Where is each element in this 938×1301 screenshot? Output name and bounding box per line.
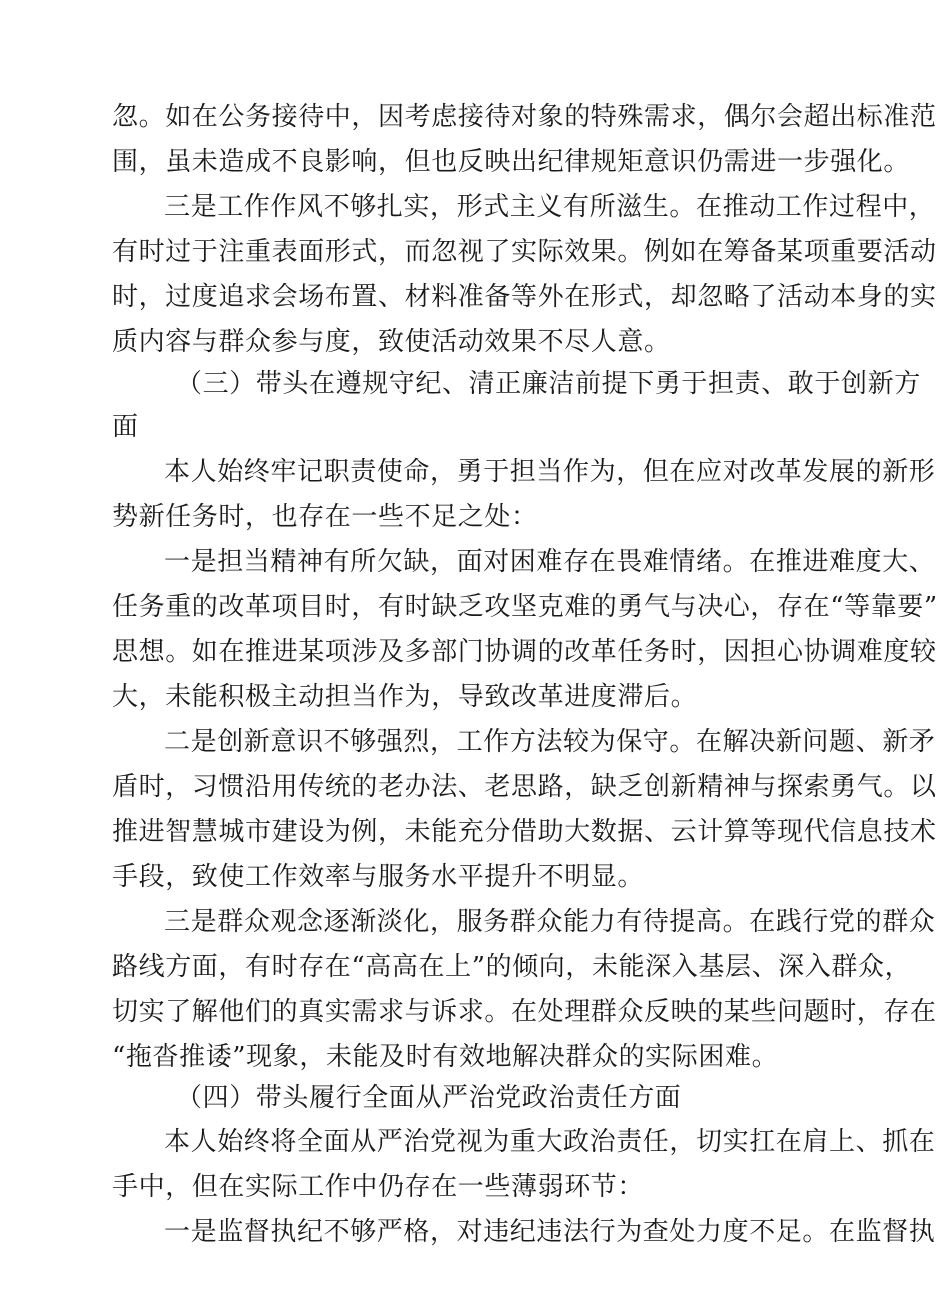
point-3-line-3: 时，过度追求会场布置、材料准备等外在形式，却忽略了活动本身的实 [112,282,937,312]
body-line-1: 忽。如在公务接待中，因考虑接待对象的特殊需求，偶尔会超出标准范 [112,102,937,132]
point-3-line-2: 有时过于注重表面形式，而忽视了实际效果。例如在筹备某项重要活动 [112,237,937,267]
section-3-point-1-line-4: 大，未能积极主动担当作为，导致改革进度滞后。 [112,682,698,712]
section-4-point-1-line-1: 一是监督执纪不够严格，对违纪违法行为查处力度不足。在监督执 [164,1217,936,1247]
section-3-point-3-line-2: 路线方面，有时存在“高高在上”的倾向，未能深入基层、深入群众， [112,952,912,982]
body-line-2: 围，虽未造成不良影响，但也反映出纪律规矩意识仍需进一步强化。 [112,147,911,177]
section-3-point-1-line-2: 任务重的改革项目时，有时缺乏攻坚克难的勇气与决心，存在“等靠要” [112,592,938,622]
section-4-intro-line-1: 本人始终将全面从严治党视为重大政治责任，切实扛在肩上、抓在 [164,1127,936,1157]
section-3-intro-line-2: 势新任务时，也存在一些不足之处： [112,502,538,532]
section-3-intro-line-1: 本人始终牢记职责使命，勇于担当作为，但在应对改革发展的新形 [164,457,936,487]
section-3-heading-line-1: （三）带头在遵规守纪、清正廉洁前提下勇于担责、敢于创新方 [176,369,921,399]
section-3-point-3-line-3: 切实了解他们的真实需求与诉求。在处理群众反映的某些问题时，存在 [112,997,937,1027]
section-3-heading-line-2: 面 [112,412,139,442]
section-3-point-3-line-1: 三是群众观念逐渐淡化，服务群众能力有待提高。在践行党的群众 [164,907,936,937]
point-3-line-1: 三是工作作风不够扎实，形式主义有所滋生。在推动工作过程中， [164,192,936,222]
section-3-point-2-line-1: 二是创新意识不够强烈，工作方法较为保守。在解决新问题、新矛 [164,727,936,757]
section-3-point-1-line-3: 思想。如在推进某项涉及多部门协调的改革任务时，因担心协调难度较 [112,637,937,667]
section-3-point-1-line-1: 一是担当精神有所欠缺，面对困难存在畏难情绪。在推进难度大、 [164,547,936,577]
section-3-point-2-line-2: 盾时，习惯沿用传统的老办法、老思路，缺乏创新精神与探索勇气。以 [112,772,937,802]
section-4-intro-line-2: 手中，但在实际工作中仍存在一些薄弱环节： [112,1172,645,1202]
section-3-point-2-line-4: 手段，致使工作效率与服务水平提升不明显。 [112,862,645,892]
section-3-point-2-line-3: 推进智慧城市建设为例，未能充分借助大数据、云计算等现代信息技术 [112,817,937,847]
point-3-line-4: 质内容与群众参与度，致使活动效果不尽人意。 [112,327,671,357]
section-4-heading: （四）带头履行全面从严治党政治责任方面 [176,1083,682,1113]
section-3-point-3-line-4: “拖沓推诿”现象，未能及时有效地解决群众的实际困难。 [112,1042,779,1072]
